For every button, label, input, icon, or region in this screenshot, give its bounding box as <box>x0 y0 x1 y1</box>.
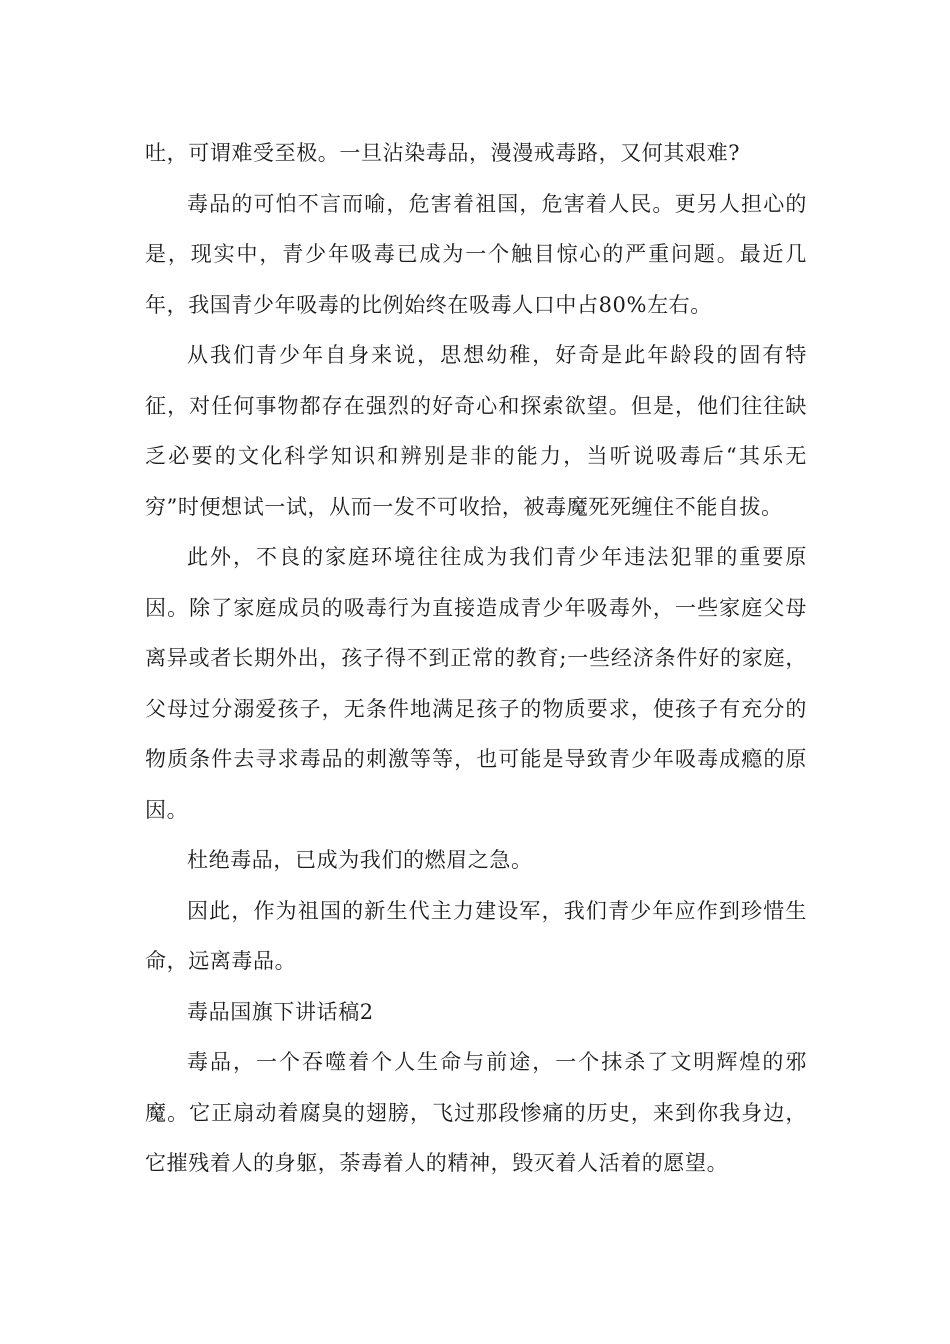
paragraph-drug-harm: 毒品的可怕不言而喻，危害着祖国，危害着人民。更另人担心的是，现实中，青少年吸毒已成为一个触目惊心的严重问题。最近几年，我国青少年吸毒的比例始终在吸毒人口中占80%左右。 <box>145 191 807 317</box>
section-heading: 毒品国旗下讲话稿2 <box>187 999 374 1024</box>
paragraph-speech-2-intro: 毒品，一个吞噬着个人生命与前途，一个抹杀了文明辉煌的邪魔。它正扇动着腐臭的翅膀，飞过那段惨痛的历史，来到你我身边，它摧残着人的身躯，荼毒着人的精神，毁灭着人活着的愿望。 <box>145 1050 807 1175</box>
paragraph-continuation: 吐，可谓难受至极。一旦沾染毒品，漫漫戒毒路，又何其艰难? <box>145 141 741 165</box>
paragraph-family-environment: 此外，不良的家庭环境往往成为我们青少年违法犯罪的重要原因。除了家庭成员的吸毒行为直接造成青少年吸毒外，一些家庭父母离异或者长期外出，孩子得不到正常的教育;一些经济条件好的家庭，父母过分溺爱孩子，无条件地满足孩子的物质要求，使孩子有充分的物质条件去寻求毒品的刺激等等，也可能是导致青少年吸毒成瘾的原因。 <box>145 545 807 822</box>
paragraph-urgency: 杜绝毒品，已成为我们的燃眉之急。 <box>187 848 533 872</box>
paragraph-conclusion: 因此，作为祖国的新生代主力建设军，我们青少年应作到珍惜生命，远离毒品。 <box>145 898 807 973</box>
paragraph-youth-curiosity: 从我们青少年自身来说，思想幼稚，好奇是此年龄段的固有特征，对任何事物都存在强烈的好奇心和探索欲望。但是，他们往往缺乏必要的文化科学知识和辨别是非的能力，当听说吸毒后“其乐无穷”时便想试一试，从而一发不可收拾，被毒魔死死缠住不能自拔。 <box>145 343 807 519</box>
document-body <box>145 128 807 1189</box>
